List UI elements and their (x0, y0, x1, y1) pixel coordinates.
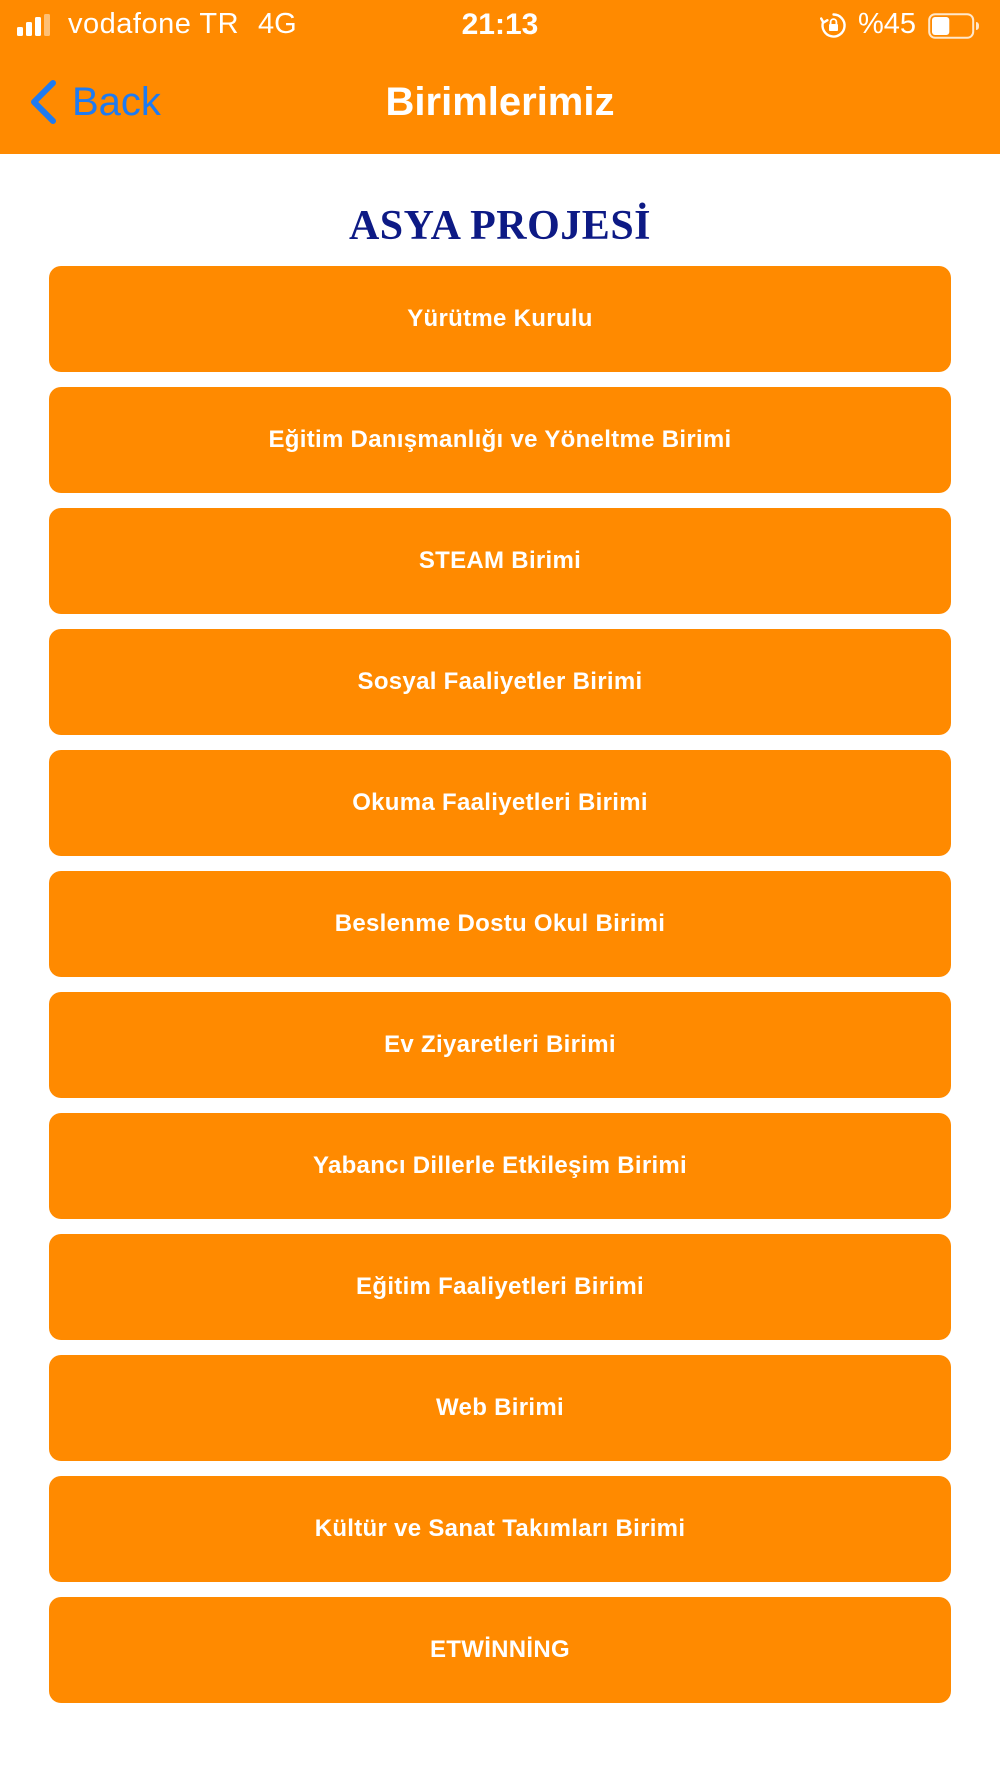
unit-button-steam[interactable]: STEAM Birimi (49, 508, 951, 614)
unit-button-yabanci-diller[interactable]: Yabancı Dillerle Etkileşim Birimi (49, 1113, 951, 1219)
unit-button-beslenme-dostu-okul[interactable]: Beslenme Dostu Okul Birimi (49, 871, 951, 977)
orientation-lock-icon (820, 12, 847, 39)
unit-button-sosyal-faaliyetler[interactable]: Sosyal Faaliyetler Birimi (49, 629, 951, 735)
section-title: ASYA PROJESİ (348, 203, 652, 249)
status-bar (0, 0, 1000, 50)
page-title: Birimlerimiz (385, 80, 615, 124)
unit-button-web[interactable]: Web Birimi (49, 1355, 951, 1461)
battery-percentage: %45 (858, 8, 917, 40)
unit-button-egitim-faaliyetleri[interactable]: Eğitim Faaliyetleri Birimi (49, 1234, 951, 1340)
units-list (49, 266, 951, 1718)
unit-button-kultur-sanat[interactable]: Kültür ve Sanat Takımları Birimi (49, 1476, 951, 1582)
unit-button-okuma-faaliyetleri[interactable]: Okuma Faaliyetleri Birimi (49, 750, 951, 856)
battery-icon (928, 13, 980, 39)
unit-button-etwinning[interactable]: ETWİNNİNG (49, 1597, 951, 1703)
carrier-name: vodafone TR (68, 8, 240, 40)
network-type: 4G (258, 8, 297, 40)
unit-button-ev-ziyaretleri[interactable]: Ev Ziyaretleri Birimi (49, 992, 951, 1098)
status-time: 21:13 (461, 8, 539, 41)
unit-button-egitim-danismanligi[interactable]: Eğitim Danışmanlığı ve Yöneltme Birimi (49, 387, 951, 493)
unit-button-yurutme-kurulu[interactable]: Yürütme Kurulu (49, 266, 951, 372)
top-bar (0, 0, 1000, 154)
back-label: Back (72, 80, 161, 124)
